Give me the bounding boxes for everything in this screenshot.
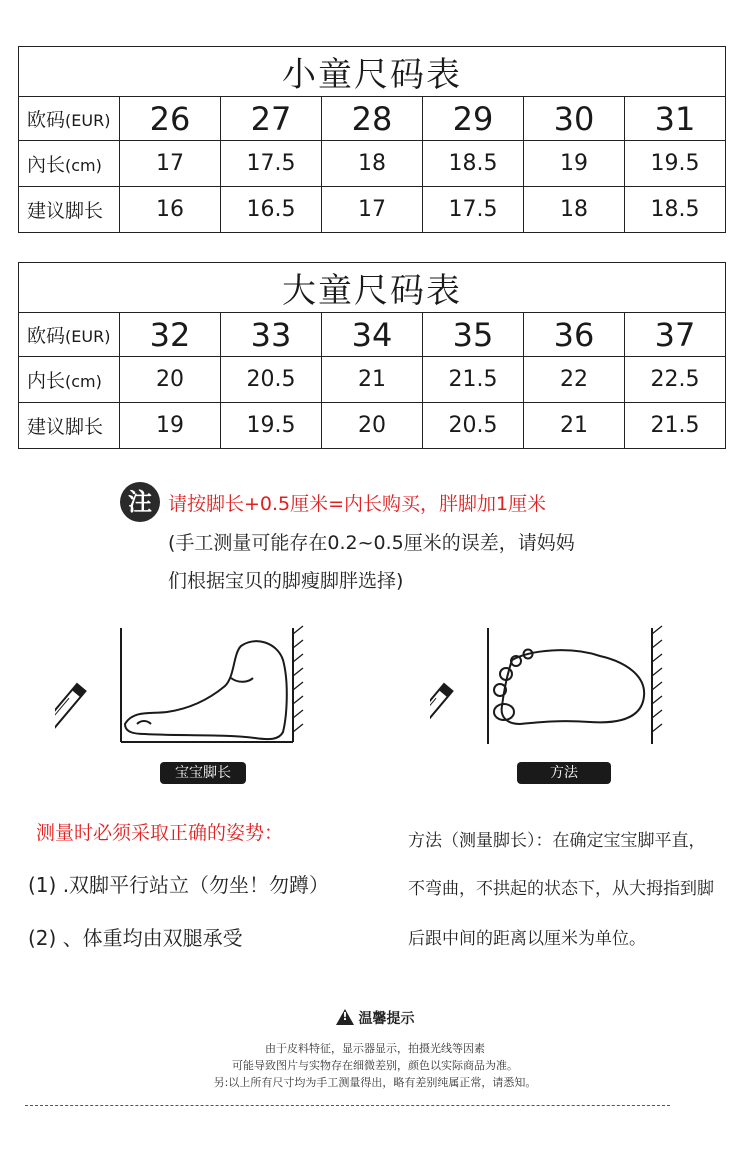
large-table-title: 大童尺码表: [19, 263, 726, 313]
note-rule: 请按脚长+0.5厘米=内长购买，胖脚加1厘米: [168, 493, 547, 515]
eur-size-cell: 27: [221, 97, 322, 141]
foot-length-cell: 19.5: [221, 403, 322, 449]
foot-length-cell: 20.5: [423, 403, 524, 449]
eur-size-cell: 31: [625, 97, 726, 141]
table-row: [19, 357, 726, 403]
note-line: 们根据宝贝的脚瘦脚胖选择): [168, 570, 404, 592]
inner-length-cell: 19: [524, 141, 625, 187]
foot-length-cell: 20: [322, 403, 423, 449]
eur-size-cell: 30: [524, 97, 625, 141]
row-label-foot: 建议脚长: [19, 403, 120, 449]
inner-length-cell: 17: [120, 141, 221, 187]
row-label-eur: [19, 97, 120, 141]
eur-size-cell: 32: [120, 313, 221, 357]
posture-step: (2) 、体重均由双腿承受: [28, 926, 243, 950]
small-table-title: 小童尺码表: [19, 47, 726, 97]
table-row: [19, 141, 726, 187]
label-text: 欧码: [27, 109, 66, 131]
inner-length-cell: 20.5: [221, 357, 322, 403]
inner-length-cell: 18.5: [423, 141, 524, 187]
row-label-inner: [19, 357, 120, 403]
table-row: [19, 97, 726, 141]
row-label-foot: 建议脚长: [19, 187, 120, 233]
row-label-eur: [19, 313, 120, 357]
inner-length-cell: 19.5: [625, 141, 726, 187]
tips-line: 由于皮料特征，显示器显示，拍摄光线等因素: [265, 1042, 485, 1055]
note-badge: 注: [120, 482, 160, 522]
foot-length-cell: 18.5: [625, 187, 726, 233]
tips-line: 另:以上所有尺寸均为手工测量得出，略有差别纯属正常，请悉知。: [213, 1076, 537, 1089]
warning-icon: [336, 1009, 354, 1025]
tips-line: 可能导致图片与实物存在细微差别，颜色以实际商品为准。: [232, 1059, 518, 1072]
note-line: (手工测量可能存在0.2~0.5厘米的误差，请妈妈: [168, 532, 575, 554]
tips-title: 温馨提示: [358, 1011, 415, 1027]
inner-length-cell: 18: [322, 141, 423, 187]
foot-length-cell: 17: [322, 187, 423, 233]
eur-size-cell: 37: [625, 313, 726, 357]
label-text: 内长: [27, 370, 66, 392]
inner-length-cell: 22.5: [625, 357, 726, 403]
foot-length-cell: 16.5: [221, 187, 322, 233]
foot-length-label: 宝宝脚长: [160, 762, 246, 784]
posture-step: (1) .双脚平行站立（勿坐！勿蹲）: [28, 873, 330, 897]
method-line: 后跟中间的距离以厘米为单位。: [408, 929, 646, 949]
eur-size-cell: 26: [120, 97, 221, 141]
large-size-table: [18, 262, 726, 449]
foot-length-cell: 19: [120, 403, 221, 449]
eur-size-cell: 34: [322, 313, 423, 357]
method-label: 方法: [517, 762, 611, 784]
eur-size-cell: 29: [423, 97, 524, 141]
label-text: 內长: [27, 154, 66, 176]
foot-length-cell: 18: [524, 187, 625, 233]
foot-length-cell: 21.5: [625, 403, 726, 449]
method-line: 不弯曲，不拱起的状态下，从大拇指到脚: [408, 879, 714, 899]
eur-size-cell: 33: [221, 313, 322, 357]
label-unit: (cm): [65, 156, 102, 175]
inner-length-cell: 20: [120, 357, 221, 403]
eur-size-cell: 36: [524, 313, 625, 357]
foot-length-cell: 21: [524, 403, 625, 449]
table-row: [19, 403, 726, 449]
inner-length-cell: 22: [524, 357, 625, 403]
label-unit: (EUR): [65, 327, 111, 346]
label-unit: (EUR): [65, 111, 111, 130]
small-size-table: [18, 46, 726, 233]
inner-length-cell: 17.5: [221, 141, 322, 187]
row-label-inner: [19, 141, 120, 187]
foot-length-cell: 17.5: [423, 187, 524, 233]
inner-length-cell: 21.5: [423, 357, 524, 403]
eur-size-cell: 28: [322, 97, 423, 141]
foot-length-cell: 16: [120, 187, 221, 233]
foot-side-measure-icon: [55, 620, 315, 780]
table-row: [19, 187, 726, 233]
tips-heading: [0, 1008, 750, 1028]
method-line: 方法（测量脚长）：在确定宝宝脚平直，: [408, 831, 706, 851]
label-unit: (cm): [65, 372, 102, 391]
table-row: [19, 313, 726, 357]
eur-size-cell: 35: [423, 313, 524, 357]
inner-length-cell: 21: [322, 357, 423, 403]
dashed-divider: [25, 1105, 670, 1106]
foot-top-measure-icon: [430, 620, 690, 780]
posture-title: 测量时必须采取正确的姿势：: [36, 822, 284, 844]
label-text: 欧码: [27, 325, 66, 347]
